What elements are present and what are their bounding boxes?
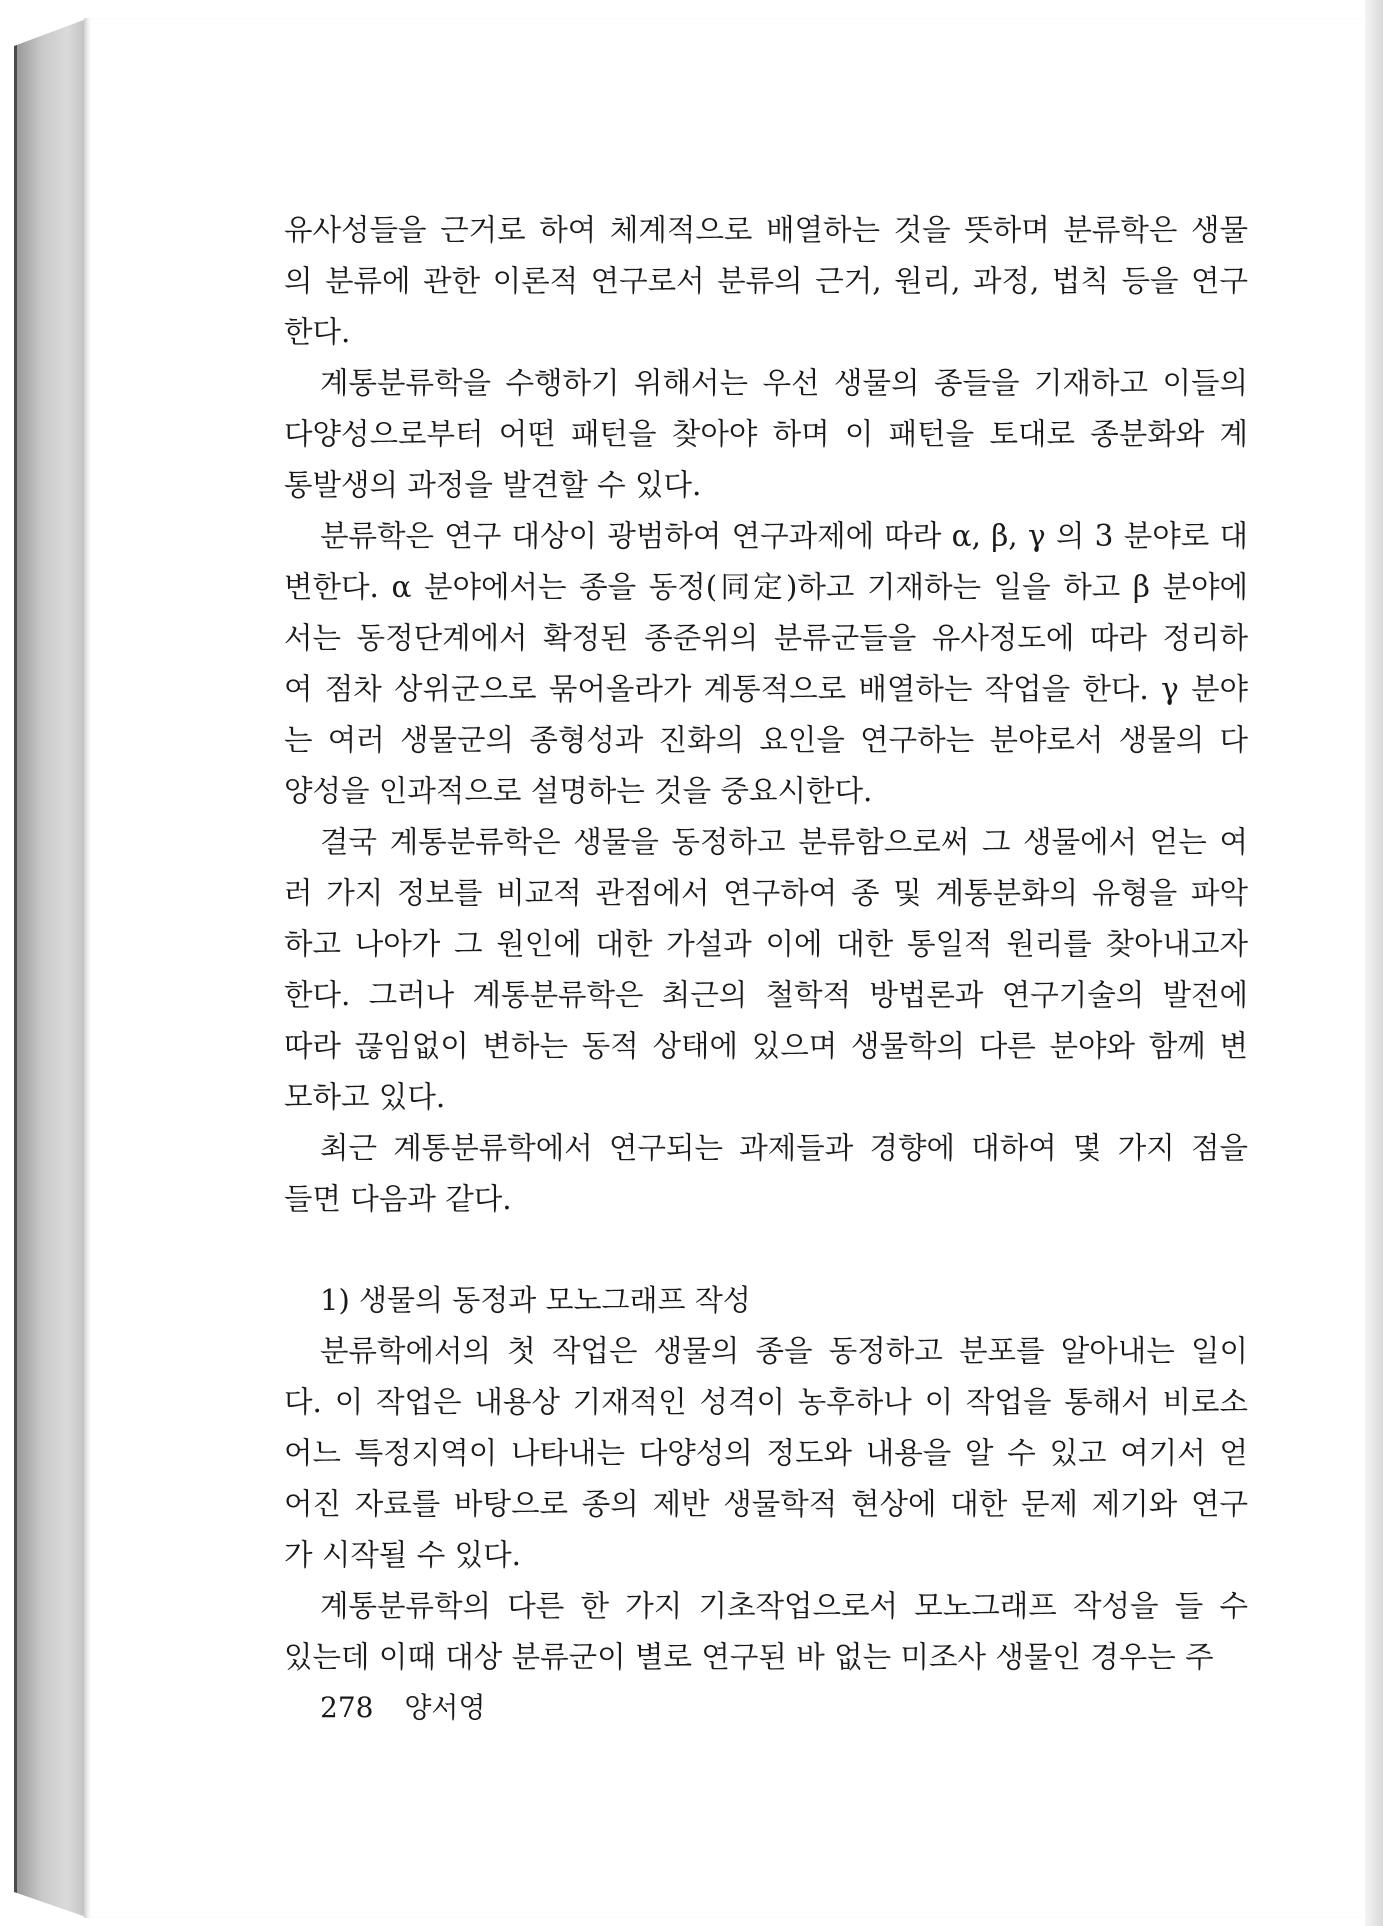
book-spine-edge xyxy=(14,18,89,1918)
text-line: 분류학에서의 첫 작업은 생물의 종을 동정하고 분포를 알아내는 일이 xyxy=(320,1334,1248,1368)
text-line: 통발생의 과정을 발견할 수 있다. xyxy=(284,468,702,502)
text-line: 결국 계통분류학은 생물을 동정하고 분류함으로써 그 생물에서 얻는 여 xyxy=(320,825,1248,859)
text-line: 하고 나아가 그 원인에 대한 가설과 이에 대한 통일적 원리를 찾아내고자 xyxy=(284,927,1248,961)
paragraph xyxy=(284,1123,1248,1225)
text-line: 모하고 있다. xyxy=(284,1080,446,1114)
text-line: 따라 끊임없이 변하는 동적 상태에 있으며 생물학의 다른 분야와 함께 변 xyxy=(284,1029,1248,1063)
text-line: 분류학은 연구 대상이 광범하여 연구과제에 따라 α, β, γ 의 3 분야로 대 xyxy=(320,519,1248,553)
text-line: 는 여러 생물군의 종형성과 진화의 요인을 연구하는 분야로서 생물의 다 xyxy=(284,723,1248,757)
text-line: 다양성으로부터 어떤 패턴을 찾아야 하며 이 패턴을 토대로 종분화와 계 xyxy=(284,417,1248,451)
paragraph xyxy=(284,817,1248,1123)
text-line: 의 분류에 관한 이론적 연구로서 분류의 근거, 원리, 과정, 법칙 등을 연구 xyxy=(284,264,1248,298)
text-line: 러 가지 정보를 비교적 관점에서 연구하여 종 및 계통분화의 유형을 파악 xyxy=(284,876,1248,910)
section-paragraphs xyxy=(284,1326,1248,1683)
section-heading: 1) 생물의 동정과 모노그래프 작성 xyxy=(320,1283,751,1317)
text-line: 계통분류학의 다른 한 가지 기초작업으로서 모노그래프 작성을 들 수 xyxy=(320,1589,1248,1623)
text-line: 양성을 인과적으로 설명하는 것을 중요시한다. xyxy=(284,774,873,808)
paragraph xyxy=(284,358,1248,511)
paragraph xyxy=(284,1581,1248,1683)
paragraphs xyxy=(284,205,1248,1225)
text-line: 어느 특정지역이 나타내는 다양성의 정도와 내용을 알 수 있고 여기서 얻 xyxy=(284,1436,1248,1470)
text-line: 여 점차 상위군으로 묶어올라가 계통적으로 배열하는 작업을 한다. γ 분야 xyxy=(284,672,1248,706)
text-line: 어진 자료를 바탕으로 종의 제반 생물학적 현상에 대한 문제 제기와 연구 xyxy=(284,1487,1248,1521)
page-right-edge xyxy=(1365,0,1383,1926)
text-line: 다. 이 작업은 내용상 기재적인 성격이 농후하나 이 작업을 통해서 비로소 xyxy=(284,1385,1248,1419)
text-line: 가 시작될 수 있다. xyxy=(284,1538,521,1572)
text-line: 계통분류학을 수행하기 위해서는 우선 생물의 종들을 기재하고 이들의 xyxy=(320,366,1248,400)
running-author: 양서영 xyxy=(404,1691,486,1724)
paragraph xyxy=(284,1326,1248,1581)
text-line: 한다. 그러나 계통분류학은 최근의 철학적 방법론과 연구기술의 발전에 xyxy=(284,978,1248,1012)
text-line: 유사성들을 근거로 하여 체계적으로 배열하는 것을 뜻하며 분류학은 생물 xyxy=(284,213,1248,247)
paragraph xyxy=(284,511,1248,817)
text-line: 서는 동정단계에서 확정된 종준위의 분류군들을 유사정도에 따라 정리하 xyxy=(284,621,1248,655)
text-line: 최근 계통분류학에서 연구되는 과제들과 경향에 대하여 몇 가지 점을 xyxy=(320,1131,1248,1165)
body-text xyxy=(284,205,1248,1683)
paragraph xyxy=(284,205,1248,358)
page-footer xyxy=(320,1686,508,1726)
text-line: 변한다. α 분야에서는 종을 동정(同定)하고 기재하는 일을 하고 β 분야에 xyxy=(284,570,1248,604)
text-line: 한다. xyxy=(284,315,351,349)
page-number: 278 xyxy=(320,1691,374,1724)
text-line: 있는데 이때 대상 분류군이 별로 연구된 바 없는 미조사 생물인 경우는 주 xyxy=(284,1640,1214,1674)
text-line: 들면 다음과 같다. xyxy=(284,1182,512,1216)
